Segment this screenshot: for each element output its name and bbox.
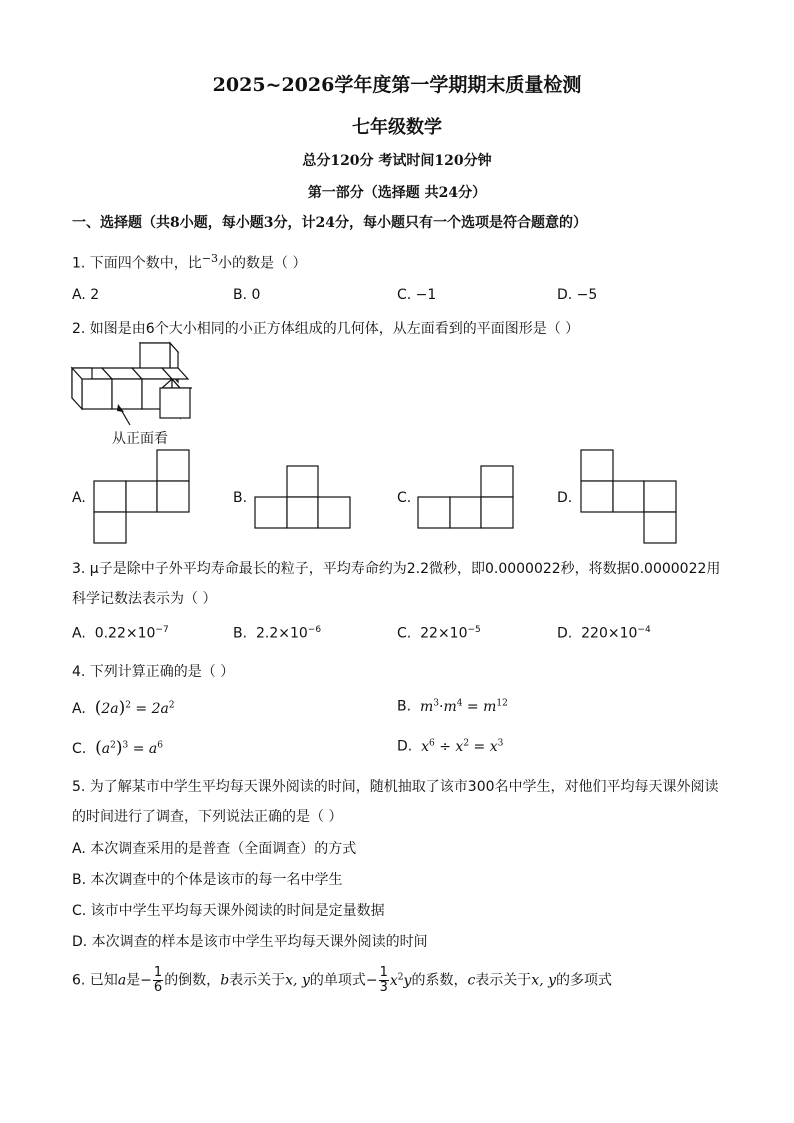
question-2-stem: 2. 如图是由6个大小相同的小正方体组成的几何体，从左面看到的平面图形是（ ） (72, 321, 580, 337)
q6-var-a: a (117, 972, 127, 989)
q6-vars-xy-2: x, y (531, 972, 557, 989)
question-5-stem-line1: 5. 为了解某市中学生平均每天课外阅读的时间，随机抽取了该市300名中学生，对他们平均每天课外阅读 (72, 779, 719, 795)
q3-option-a-mantissa: 0.22×10 (94, 625, 156, 642)
q4-option-c-expression: $(a^2)^3 = a^6$ (95, 738, 163, 758)
q2-option-a-label: A. (72, 490, 86, 506)
q4-option-a (72, 698, 175, 718)
q6-text-8: 的多项式 (556, 972, 613, 989)
q4-option-a-expression: $(2a)^2 = 2a^2$ (94, 698, 175, 718)
q2-option-c-figure (417, 465, 515, 529)
q1-stem-value: −3 (201, 252, 219, 265)
q3-option-b-exponent: −6 (307, 625, 322, 635)
q4-option-d-label: D. (397, 738, 413, 755)
question-6-stem (72, 966, 612, 995)
question-4-stem: 4. 下列计算正确的是（ ） (72, 664, 235, 680)
q4-option-b-label: B. (397, 698, 412, 715)
q4-option-d-expression: $x^6 \div x^2 = x^3$ (421, 738, 504, 755)
q6-text-6: 的系数， (411, 972, 468, 989)
q6-var-c: c (467, 972, 476, 989)
q3-option-c-exponent: −5 (467, 625, 481, 635)
q4-option-b-expression: $m^3\cdot m^4 = m^{12}$ (419, 698, 508, 715)
q3-option-a (72, 625, 169, 642)
q6-monomial: $x^2y$ (389, 971, 412, 989)
q1-option-b: B. 0 (233, 287, 261, 303)
q1-option-a: A. 2 (72, 287, 100, 303)
q3-option-d-mantissa: 220×10 (581, 625, 638, 642)
q6-fraction-2-den: 3 (379, 980, 388, 995)
question-3-stem-line1: 3. μ子是除中子外平均寿命最长的粒子，平均寿命约为2.2微秒，即0.0000022秒，将数据0.0000022用 (72, 561, 721, 577)
question-5-stem-line2: 的时间进行了调查，下列说法正确的是（ ） (72, 809, 343, 825)
question-1-stem (72, 252, 306, 273)
part-heading: 第一部分（选择题 共24分） (307, 185, 487, 201)
q6-fraction-2 (379, 966, 389, 995)
exam-title: 2025~2026学年度第一学期期末质量检测 (212, 74, 582, 96)
q6-text-7: 表示关于 (475, 972, 532, 989)
q6-var-b: b (220, 972, 230, 989)
q1-option-c: C. −1 (397, 287, 437, 303)
q5-option-a: A. 本次调查采用的是普查（全面调查）的方式 (72, 841, 357, 857)
q3-option-d-exponent: −4 (637, 625, 651, 635)
q2-option-c-label: C. (397, 490, 412, 506)
q6-fraction-1 (153, 966, 163, 995)
q4-option-b (397, 698, 508, 715)
q1-stem-text-a: 1. 下面四个数中，比 (72, 255, 202, 272)
q3-option-c-mantissa: 22×10 (420, 625, 468, 642)
exam-info: 总分120分 考试时间120分钟 (302, 153, 492, 169)
q3-option-d-label: D. (557, 625, 573, 642)
q2-option-b-label: B. (233, 490, 248, 506)
q6-text-5: 的单项式 (309, 972, 366, 989)
q6-text-4: 表示关于 (229, 972, 286, 989)
front-view-label: 从正面看 (112, 431, 168, 447)
q4-option-c (72, 738, 163, 758)
q5-option-c: C. 该市中学生平均每天课外阅读的时间是定量数据 (72, 903, 385, 919)
q4-option-d (397, 738, 503, 755)
q6-text-1: 6. 已知 (72, 972, 118, 989)
q6-fraction-2-num: 1 (379, 965, 388, 980)
section-heading: 一、选择题（共8小题，每小题3分，计24分，每小题只有一个选项是符合题意的） (72, 215, 587, 231)
q4-option-c-label: C. (72, 741, 87, 757)
q2-option-d-label: D. (557, 490, 573, 506)
q6-minus-1: − (140, 972, 152, 989)
q3-option-c-label: C. (397, 625, 412, 642)
q6-vars-xy-1: x, y (285, 972, 310, 989)
q6-fraction-1-num: 1 (153, 965, 163, 980)
q1-stem-text-b: 小的数是（ ） (218, 255, 307, 272)
q6-text-2: 是 (126, 972, 141, 989)
q2-option-d-figure (580, 449, 678, 545)
q1-option-d: D. −5 (557, 287, 598, 303)
q6-fraction-1-den: 6 (153, 980, 163, 995)
q3-option-a-label: A. (72, 625, 86, 642)
q5-option-b: B. 本次调查中的个体是该市的每一名中学生 (72, 872, 343, 888)
q2-option-b-figure (254, 465, 352, 529)
exam-grade-subject: 七年级数学 (352, 117, 442, 138)
q6-text-3: 的倒数， (164, 972, 221, 989)
q4-option-a-label: A. (72, 701, 86, 717)
q3-option-b-mantissa: 2.2×10 (255, 625, 308, 642)
q2-option-a-figure (93, 449, 191, 545)
q3-option-a-exponent: −7 (155, 625, 169, 635)
q5-option-d: D. 本次调查的样本是该市中学生平均每天课外阅读的时间 (72, 934, 428, 950)
q6-minus-2: − (365, 972, 378, 989)
q3-option-c (397, 625, 481, 642)
q3-option-d (557, 625, 651, 642)
q3-option-b-label: B. (233, 625, 248, 642)
question-3-stem-line2: 科学记数法表示为（ ） (72, 591, 217, 607)
q3-option-b (233, 625, 321, 642)
